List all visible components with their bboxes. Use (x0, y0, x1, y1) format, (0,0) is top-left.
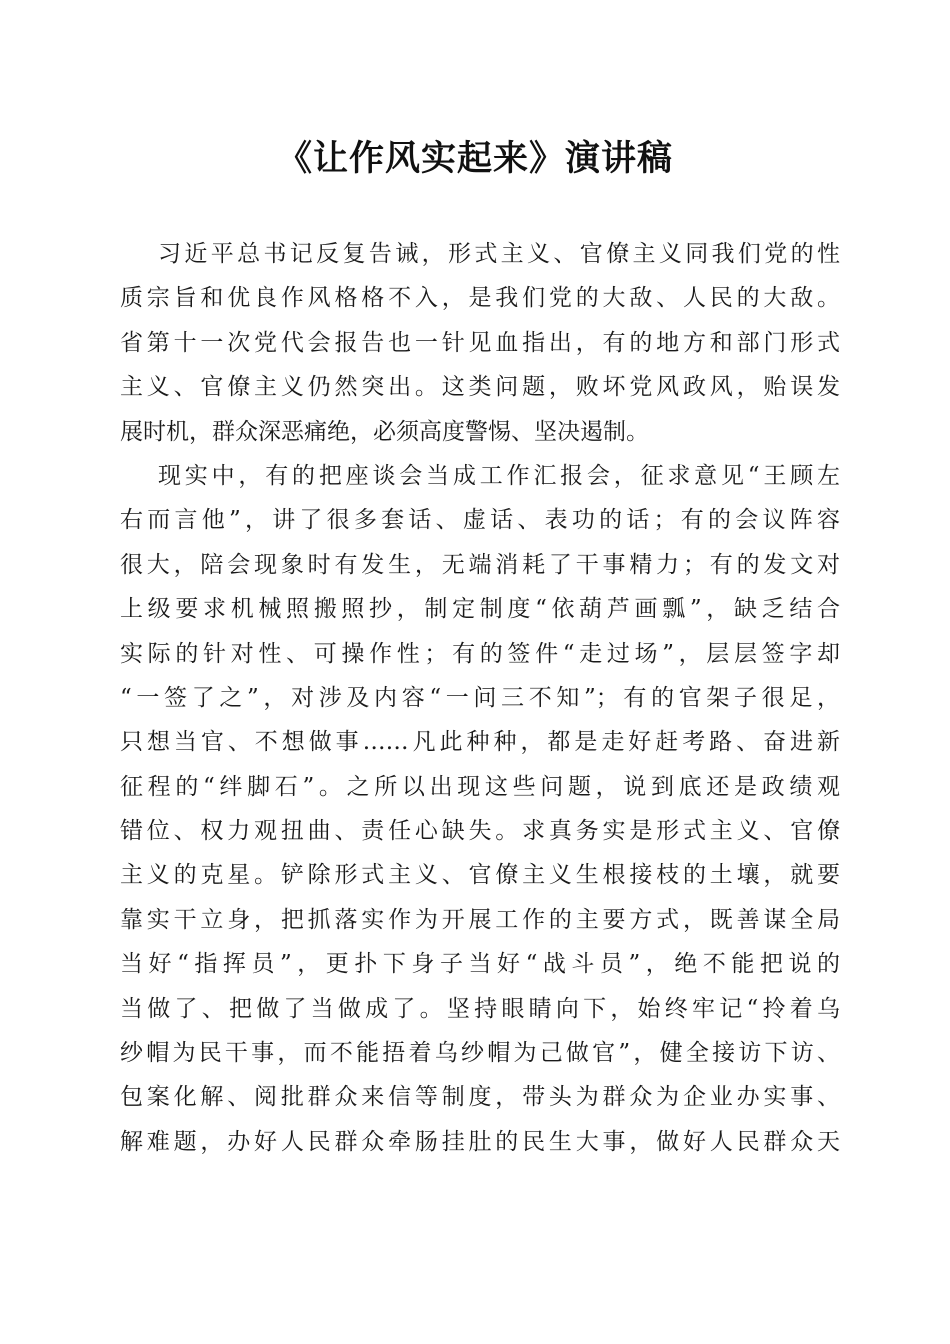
text-line: “一签了之”，对涉及内容“一问三不知”；有的官架子很足， (120, 684, 840, 711)
text-line: 主义、官僚主义仍然突出。这类问题，败坏党风政风，贻误发 (120, 374, 840, 401)
document-body (120, 232, 840, 1164)
paragraph (120, 232, 840, 454)
text-line: 解难题，办好人民群众牵肠挂肚的民生大事，做好人民群众天 (120, 1128, 840, 1155)
text-line: 错位、权力观扭曲、责任心缺失。求真务实是形式主义、官僚 (120, 818, 840, 845)
text-line: 很大，陪会现象时有发生，无端消耗了干事精力；有的发文对 (120, 551, 840, 578)
text-line: 当做了、把做了当做成了。坚持眼睛向下，始终牢记“拎着乌 (120, 995, 840, 1022)
text-line: 上级要求机械照搬照抄，制定制度“依葫芦画瓢”，缺乏结合 (120, 596, 840, 623)
text-line: 包案化解、阅批群众来信等制度，带头为群众为企业办实事、 (120, 1084, 840, 1111)
document-title: 《让作风实起来》演讲稿 (276, 138, 673, 179)
text-line: 征程的“绊脚石”。之所以出现这些问题，说到底还是政绩观 (120, 773, 840, 800)
text-line: 靠实干立身，把抓落实作为开展工作的主要方式，既善谋全局 (120, 906, 840, 933)
text-line: 纱帽为民干事，而不能捂着乌纱帽为己做官”，健全接访下访、 (120, 1040, 840, 1067)
text-line: 主义的克星。铲除形式主义、官僚主义生根接枝的土壤，就要 (120, 862, 840, 889)
text-line: 实际的针对性、可操作性；有的签件“走过场”，层层签字却 (120, 640, 840, 667)
text-line: 质宗旨和优良作风格格不入，是我们党的大敌、人民的大敌。 (120, 285, 840, 312)
text-line: 省第十一次党代会报告也一针见血指出，有的地方和部门形式 (120, 329, 840, 356)
text-line: 当好“指挥员”，更扑下身子当好“战斗员”，绝不能把说的 (120, 951, 840, 978)
text-line: 右而言他”，讲了很多套话、虚话、表功的话；有的会议阵容 (120, 507, 840, 534)
text-line: 现实中，有的把座谈会当成工作汇报会，征求意见“王顾左 (158, 462, 840, 489)
text-line: 只想当官、不想做事……凡此种种，都是走好赶考路、奋进新 (120, 729, 840, 756)
paragraph (120, 454, 840, 1164)
text-line: 习近平总书记反复告诫，形式主义、官僚主义同我们党的性 (158, 241, 840, 267)
text-line: 展时机，群众深恶痛绝，必须高度警惕、坚决遏制。 (120, 418, 649, 445)
